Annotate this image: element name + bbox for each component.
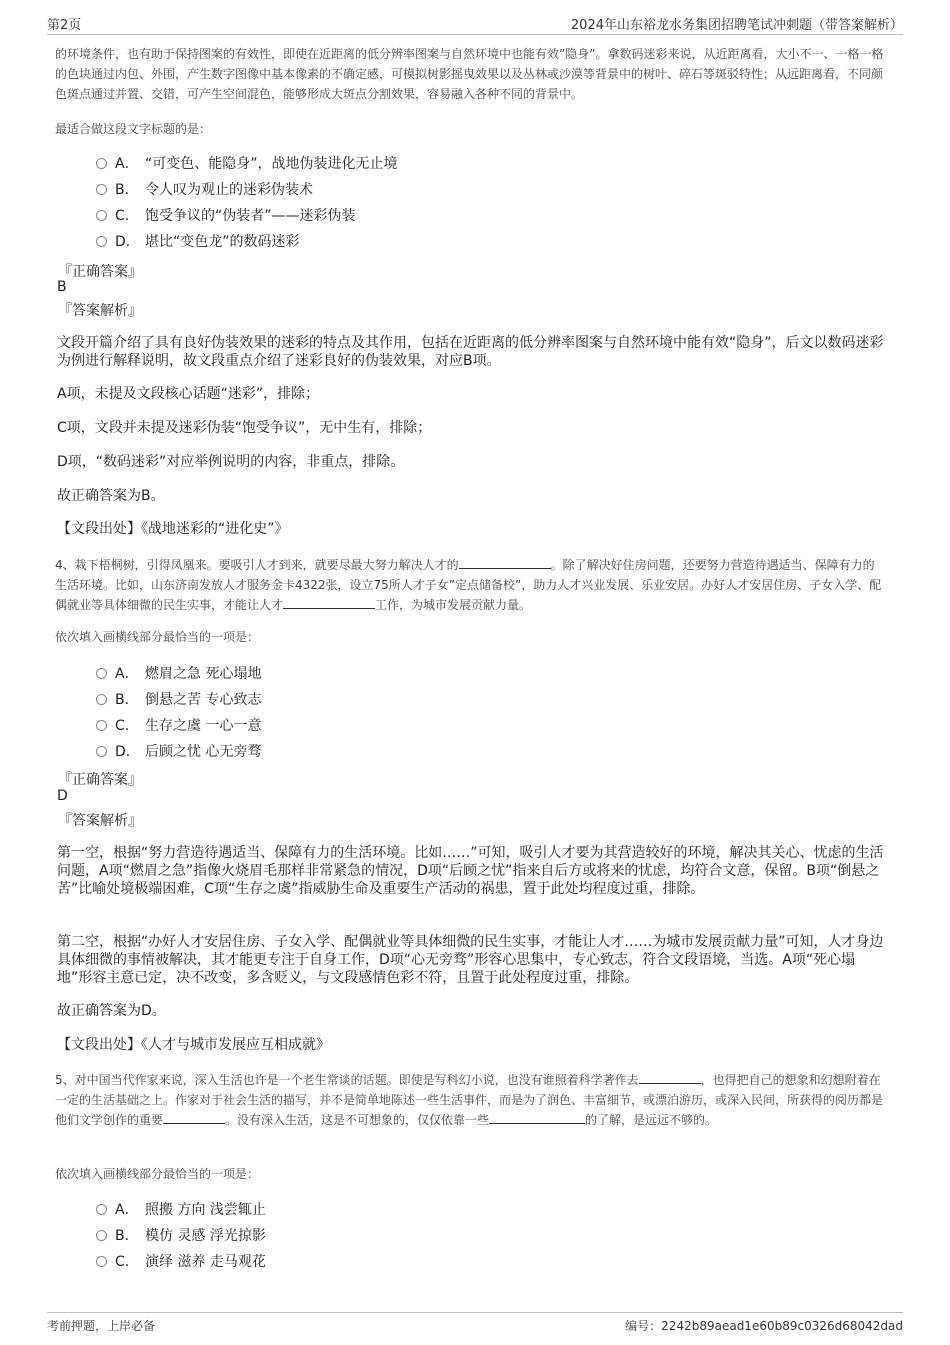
footer-slogan: 考前押题，上岸必备 [47,1319,156,1333]
q3-analysis-c: C项，文段并未提及迷彩伪装“饱受争议”，无中生有，排除； [57,420,432,436]
radio-icon[interactable] [96,158,107,169]
q5-question: 依次填入画横线部分最恰当的一项是： [55,1167,260,1181]
q4-option-d[interactable]: D． 后顾之忧 心无旁骛 [96,742,261,762]
q3-source: 【文段出处】《战地迷彩的“进化史”》 [57,521,289,537]
q4-answer: D [57,788,68,804]
q3-conclusion: 故正确答案为B。 [57,488,165,504]
q5-option-a[interactable]: A． 照搬 方向 浅尝辄止 [96,1200,266,1220]
q4-analysis-blank1: 第一空，根据“努力营造待遇适当、保障有力的生活环境。比如……”可知，吸引人才要为其营造较好的环境，解决其关心、忧虑的生活问题，A项“燃眉之急”指像火烧眉毛那样非常紧急的情况，D项“后顾之忧”指来自后方或将来的忧虑，均符合文意，保留。B项“倒悬之苦”比喻处境极端困难，C项“生存之虞”指威胁生命及重要生产活动的祸患，置于此处均程度过重，排除。 [57,845,884,897]
radio-icon[interactable] [96,1204,107,1215]
radio-icon[interactable] [96,1230,107,1241]
answer-blank [283,596,375,609]
q3-analysis-d: D项，“数码迷彩”对应举例说明的内容，非重点，排除。 [57,454,405,470]
q3-passage: 的环境条件，也有助于保持图案的有效性，即使在近距离的低分辨率图案与自然环境中也能有效”隐身”。拿数码迷彩来说，从近距离看，大小不一、一格一格的色块通过内包、外围，产生数字图像中基本像素的不确定感，可模拟树影摇曳效果以及丛林或沙漠等背景中的树叶、碎石等斑驳特性；从远距离看，不同颜色斑点通过并置、交错，可产生空间混色，能够形成大斑点分割效果，容易融入各种不同的背景中。 [55,47,884,101]
q3-option-c[interactable]: C． 饱受争议的“伪装者”——迷彩伪装 [96,206,356,226]
q4-question: 依次填入画横线部分最恰当的一项是： [55,630,260,644]
q3-analysis-main: 文段开篇介绍了具有良好伪装效果的迷彩的特点及其作用，包括在近距离的低分辨率图案与自然环境中能有效“隐身”，后文以数码迷彩为例进行解释说明，故文段重点介绍了迷彩良好的伪装效果，对应B项。 [57,335,884,369]
answer-blank [639,1071,701,1084]
q4-analysis-label: 『答案解析』 [58,813,142,829]
q3-analysis-a: A项，未提及文段核心话题“迷彩”，排除； [57,386,320,402]
q3-answer: B [57,279,67,295]
q4-option-b[interactable]: B． 倒悬之苦 专心致志 [96,690,261,710]
q3-answer-label: 『正确答案』 [58,264,142,280]
answer-blank [163,1111,225,1124]
q3-question: 最适合做这段文字标题的是： [55,122,212,136]
page-header [47,12,903,35]
q4-answer-label: 『正确答案』 [58,772,142,788]
radio-icon[interactable] [96,184,107,195]
q4-option-a[interactable]: A． 燃眉之急 死心塌地 [96,664,261,684]
q3-analysis-label: 『答案解析』 [58,303,142,319]
radio-icon[interactable] [96,694,107,705]
radio-icon[interactable] [96,1256,107,1267]
q5-passage: 5、对中国当代作家来说，深入生活也许是一个老生常谈的话题。即使是写科幻小说，也没有谁照着科学著作去 ，也得把自己的想象和幻想附着在一定的生活基础之上。作家对于社会生活的描写，并不是简单地陈述一些生活事件，而是为了润色、丰富细节，或漂泊游历，或深入民间，所获得的阅历都是他们文学创作的重要 。没有深入生活，这是不可想象的，仅仅依靠一些 的了解，是远远不够的。 [55,1073,884,1127]
document-id: 编号：2242b89aead1e60b89c0326d68042dad [625,1319,903,1333]
q5-option-c[interactable]: C． 演绎 滋养 走马观花 [96,1252,266,1272]
q4-analysis-blank2: 第二空，根据“办好人才安居住房、子女入学、配偶就业等具体细微的民生实事，才能让人才……为城市发展贡献力量”可知，人才身边具体细微的事情被解决，其才能更专注于自身工作，D项“心无旁骛”形容心思集中，专心致志，符合文段语境，当选。A项“死心塌地”形容主意已定，决不改变，多含贬义，与文段感情色彩不符，且置于此处程度过重，排除。 [57,934,884,986]
page-footer [47,1312,903,1333]
page-number: 第2页 [47,18,82,33]
radio-icon[interactable] [96,210,107,221]
q4-conclusion: 故正确答案为D。 [57,1003,166,1019]
q4-option-c[interactable]: C． 生存之虞 一心一意 [96,716,261,736]
q3-option-d[interactable]: D． 堪比“变色龙”的数码迷彩 [96,232,300,252]
document-title: 2024年山东裕龙水务集团招聘笔试冲刺题（带答案解析） [570,18,903,33]
q4-source: 【文段出处】《人才与城市发展应互相成就》 [57,1037,330,1053]
radio-icon[interactable] [96,720,107,731]
radio-icon[interactable] [96,668,107,679]
q3-option-a[interactable]: A． “可变色、能隐身”，战地伪装进化无止境 [96,154,398,174]
answer-blank [489,1111,585,1124]
radio-icon[interactable] [96,746,107,757]
q3-option-b[interactable]: B． 令人叹为观止的迷彩伪装术 [96,180,313,200]
q5-option-b[interactable]: B． 模仿 灵感 浮光掠影 [96,1226,266,1246]
q4-passage: 4、栽下梧桐树，引得凤凰来。要吸引人才到来，就要尽最大努力解决人才的 。除了解决好住房问题，还要努力营造待遇适当、保障有力的生活环境。比如，山东济南发放人才服务金卡4322张，设立75所人才子女”定点储备校”，助力人才兴业发展、乐业安居。办好人才安居住房、子女入学、配偶就业等具体细微的民生实事，才能让人才 工作，为城市发展贡献力量。 [55,558,882,612]
answer-blank [459,556,551,569]
radio-icon[interactable] [96,236,107,247]
